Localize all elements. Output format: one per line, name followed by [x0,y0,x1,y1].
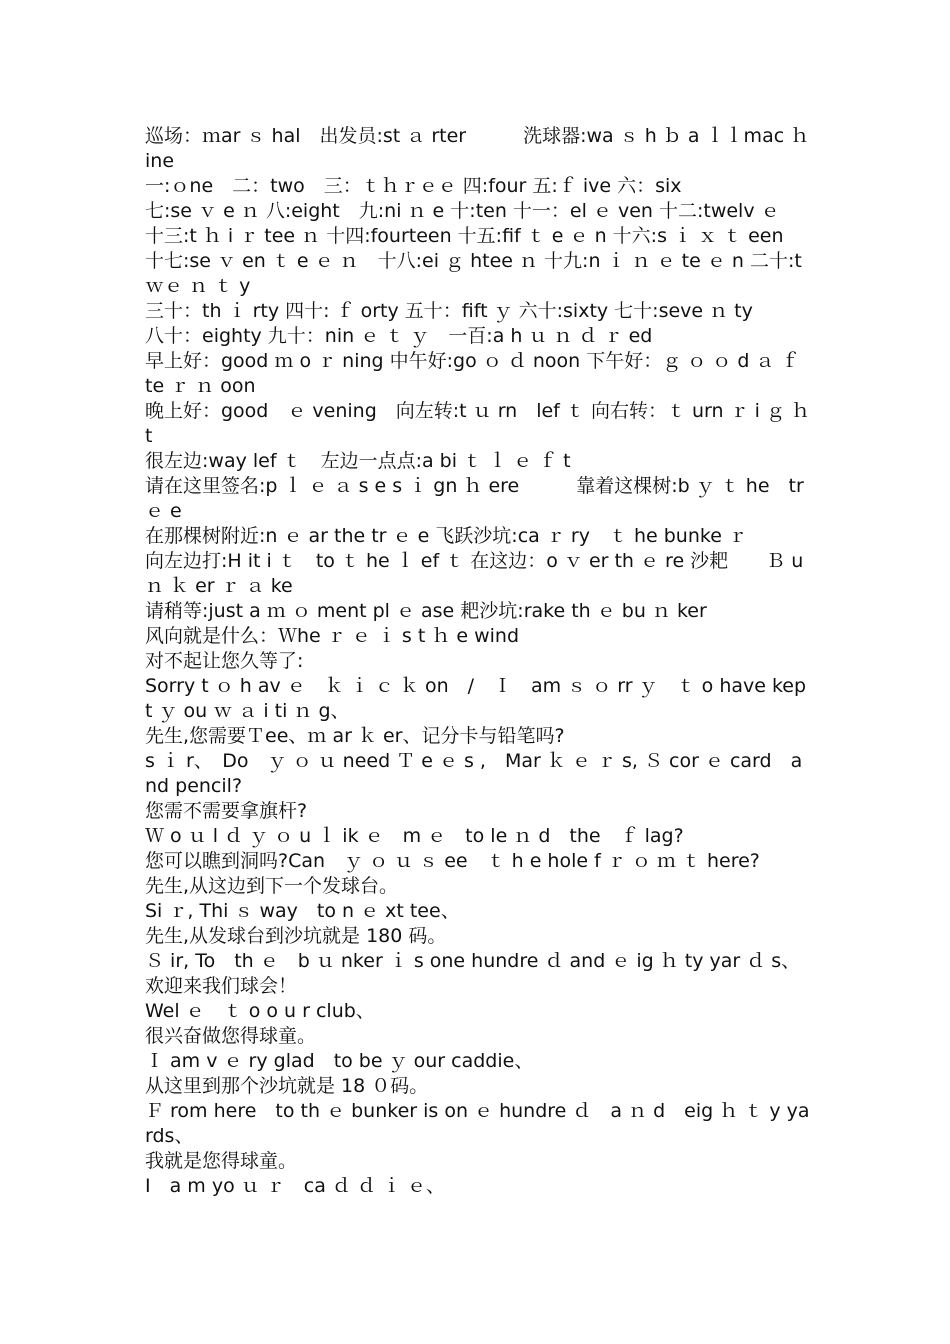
text-line: 十七:se ｖ en ｔ e ｅ ｎ 十八:ei ｇ htee ｎ 十九:n ｉ ｎ ｅ te ｅ n 二十:t ｗｅ ｎ ｔ y [145,250,808,297]
text-line: 很兴奋做您得球童。 [145,1025,317,1047]
text-line: 请在这里签名:p ｌ ｅ ａ s e s ｉ gn ｈ ere 靠着这棵树:b ｙ ｔ he tr ｅ e [145,475,810,522]
text-line: Ｉ am v ｅ ry glad to be ｙ our caddie、 [145,1050,534,1072]
text-line: 一:ｏne 二：two 三：ｔｈｒｅｅ 四:four 五:ｆ ive 六：six [145,175,682,197]
text-line: 八十：eighty 九十：nin ｅ ｔ ｙ 一百:a h ｕ ｎ ｄ ｒ ed [145,325,653,347]
text-line: 向左边打:H it i ｔ to ｔ he ｌ ef ｔ 在这边：o ｖ er th ｅ re 沙耙 Ｂ u ｎ ｋ er ｒ ａ ke [145,550,810,597]
text-line: Si ｒ, Thi ｓ way to n ｅ xt tee、 [145,900,460,922]
text-line: 先生,从这边到下一个发球台。 [145,875,399,897]
text-line: 请稍等:just a ｍ ｏ ment pl ｅ ase 耙沙坑:rake th ｅ bu ｎ ker [145,600,707,622]
text-line: 三十：th ｉ rty 四十: ｆ orty 五十：fift ｙ 六十:sixty 七十:seve ｎ ty [145,300,753,322]
text-line: 欢迎来我们球会！ [145,975,298,997]
text-line: Wel ｅ ｔ o o u r club、 [145,1000,375,1022]
text-line: 晚上好：good ｅ vening 向左转:t ｕ rn lef ｔ 向右转：ｔ urn ｒ i ｇ ｈ t [145,400,817,447]
text-line: 您可以瞧到洞吗?Can ｙ ｏ ｕ ｓ ee ｔ h e hole f ｒ ｏ ｍ ｔ here? [145,850,760,872]
text-line: 先生,您需要Ｔee、ｍ ar ｋ er、记分卡与铅笔吗? [145,725,565,747]
text-line: 巡场：ｍar ｓ hal 出发员:st ａ rter 洗球器:wa ｓ h ｂ a ｌｌmac ｈ ine [145,125,816,172]
text-line: 风向就是什么：Ｗhe ｒ ｅ ｉ s t ｈ e wind [145,625,520,647]
text-line: I a m yo ｕ ｒ ca ｄ ｄ ｉ ｅ、 [145,1175,446,1197]
text-line: 七:se ｖ e ｎ 八:eight 九:ni ｎ e 十:ten 十一：el ｅ ven 十二:twelv ｅ [145,200,780,222]
text-line: 您需不需要拿旗杆? [145,800,308,822]
text-line: 从这里到那个沙坑就是 18 ０码。 [145,1075,429,1097]
text-line: Sorry t ｏ h av ｅ ｋ ｉ ｃ ｋ on / Ｉ am ｓ ｏ rr ｙ ｔ o have kept ｙ ou ｗ ａ i ti ｎ g、 [145,675,807,722]
document-body [145,124,817,1199]
text-line: 对不起让您久等了: [145,650,304,672]
text-line: 早上好：good ｍ o ｒ ning 中午好:go ｏ ｄ noon 下午好：ｇ ｏ ｏ d ａ ｆ te ｒ ｎ oon [145,350,806,397]
text-line: 我就是您得球童。 [145,1150,298,1172]
text-line: 十三:t ｈ i ｒ tee ｎ 十四:fourteen 十五:fif ｔ e ｅ n 十六:s ｉ ｘ ｔ een [145,225,784,247]
text-line: 很左边:way lef ｔ 左边一点点:a bi ｔ ｌ ｅ ｆ t [145,450,571,472]
text-line: Ｆ rom here to th ｅ bunker is on ｅ hundre ｄ a ｎ d eig ｈ ｔ y yards、 [145,1100,810,1147]
text-line: s ｉ r、 Do ｙ ｏ ｕ need Ｔ e ｅ s , Mar ｋ ｅ ｒ s, Ｓ cor ｅ card and pencil? [145,750,803,797]
text-line: 先生,从发球台到沙坑就是 180 码。 [145,925,447,947]
text-line: 在那棵树附近:n ｅ ar the tr ｅ e 飞跃沙坑:ca ｒ ry ｔ he bunke ｒ [145,525,747,547]
text-line: Ｗ o ｕ l ｄ ｙ ｏ u ｌ ik ｅ m ｅ to le ｎ d the ｆ lag? [145,825,684,847]
text-line: Ｓ ir, To th ｅ b ｕ nker ｉ s one hundre ｄ and ｅ ig ｈ ty yar ｄ s、 [145,950,801,972]
